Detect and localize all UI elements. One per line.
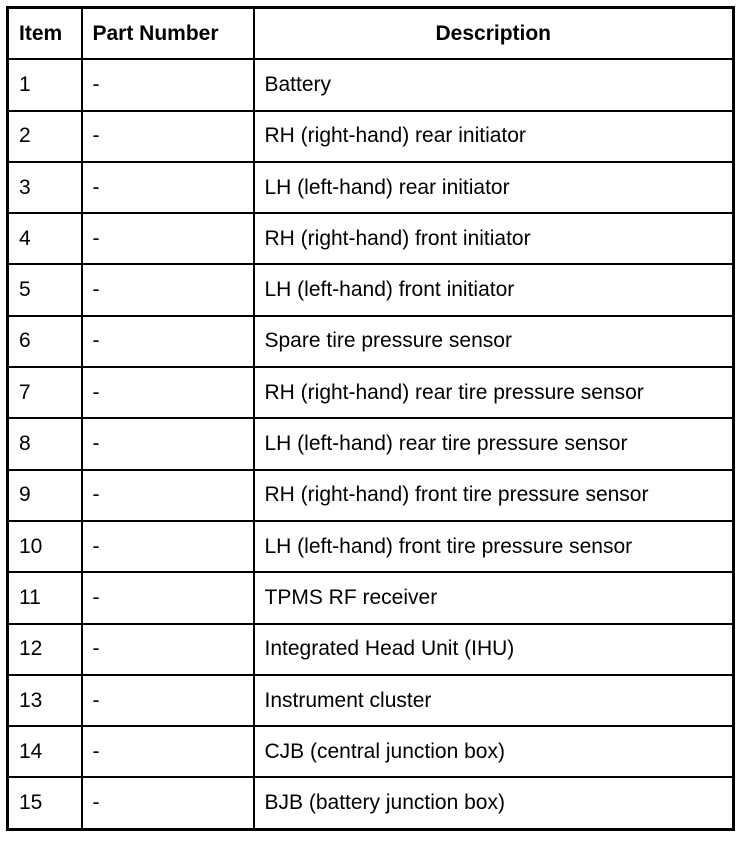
cell-item: 12 xyxy=(8,624,82,675)
table-row xyxy=(8,470,734,521)
cell-description: RH (right-hand) front tire pressure sensor xyxy=(254,470,734,521)
cell-part-number: - xyxy=(82,213,254,264)
cell-item: 4 xyxy=(8,213,82,264)
cell-part-number: - xyxy=(82,572,254,623)
cell-item: 1 xyxy=(8,59,82,110)
cell-item: 6 xyxy=(8,316,82,367)
cell-part-number: - xyxy=(82,726,254,777)
cell-description: RH (right-hand) rear initiator xyxy=(254,111,734,162)
cell-description: RH (right-hand) front initiator xyxy=(254,213,734,264)
cell-description: RH (right-hand) rear tire pressure sensor xyxy=(254,367,734,418)
parts-table xyxy=(6,6,735,831)
cell-description: LH (left-hand) front tire pressure sensor xyxy=(254,521,734,572)
cell-description: LH (left-hand) rear tire pressure sensor xyxy=(254,418,734,469)
header-row xyxy=(8,8,734,60)
cell-item: 13 xyxy=(8,675,82,726)
cell-part-number: - xyxy=(82,162,254,213)
table-row xyxy=(8,675,734,726)
cell-description: Instrument cluster xyxy=(254,675,734,726)
cell-description: LH (left-hand) rear initiator xyxy=(254,162,734,213)
cell-part-number: - xyxy=(82,624,254,675)
cell-item: 3 xyxy=(8,162,82,213)
table-row xyxy=(8,213,734,264)
cell-part-number: - xyxy=(82,111,254,162)
cell-description: CJB (central junction box) xyxy=(254,726,734,777)
cell-part-number: - xyxy=(82,59,254,110)
cell-item: 8 xyxy=(8,418,82,469)
cell-part-number: - xyxy=(82,418,254,469)
header-item: Item xyxy=(8,8,82,60)
cell-description: TPMS RF receiver xyxy=(254,572,734,623)
header-part-number: Part Number xyxy=(82,8,254,60)
cell-description: LH (left-hand) front initiator xyxy=(254,264,734,315)
cell-description: BJB (battery junction box) xyxy=(254,777,734,829)
cell-item: 2 xyxy=(8,111,82,162)
cell-part-number: - xyxy=(82,367,254,418)
table-row xyxy=(8,572,734,623)
table-body xyxy=(8,59,734,829)
table-row xyxy=(8,162,734,213)
cell-description: Integrated Head Unit (IHU) xyxy=(254,624,734,675)
cell-part-number: - xyxy=(82,470,254,521)
cell-part-number: - xyxy=(82,264,254,315)
table-header xyxy=(8,8,734,60)
table-row xyxy=(8,726,734,777)
table-row xyxy=(8,624,734,675)
header-description: Description xyxy=(254,8,734,60)
cell-item: 10 xyxy=(8,521,82,572)
table-row xyxy=(8,367,734,418)
cell-item: 5 xyxy=(8,264,82,315)
cell-part-number: - xyxy=(82,675,254,726)
cell-description: Spare tire pressure sensor xyxy=(254,316,734,367)
table-row xyxy=(8,418,734,469)
table-row xyxy=(8,521,734,572)
cell-part-number: - xyxy=(82,316,254,367)
cell-description: Battery xyxy=(254,59,734,110)
cell-item: 9 xyxy=(8,470,82,521)
cell-item: 15 xyxy=(8,777,82,829)
cell-item: 7 xyxy=(8,367,82,418)
cell-part-number: - xyxy=(82,777,254,829)
table-row xyxy=(8,777,734,829)
cell-part-number: - xyxy=(82,521,254,572)
table-row xyxy=(8,111,734,162)
table-row xyxy=(8,264,734,315)
table-row xyxy=(8,59,734,110)
cell-item: 14 xyxy=(8,726,82,777)
cell-item: 11 xyxy=(8,572,82,623)
table-row xyxy=(8,316,734,367)
